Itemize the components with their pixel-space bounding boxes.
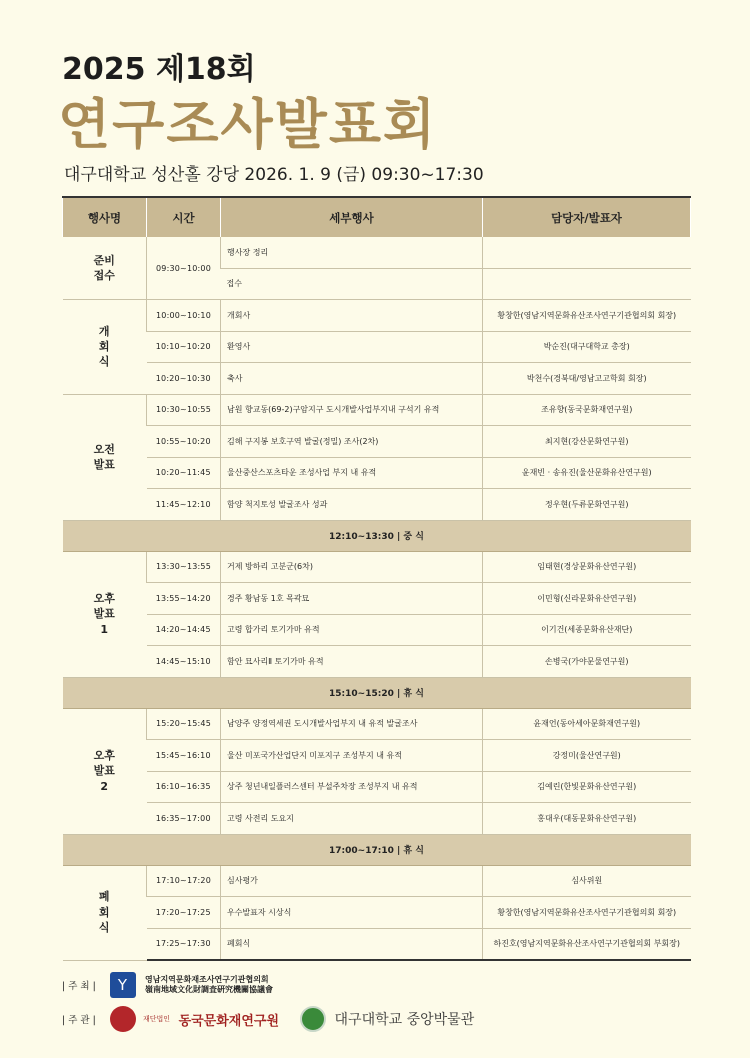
schedule-table: [62, 196, 691, 961]
org2-name: 대구대학교 중앙박물관: [334, 1012, 475, 1028]
event-cell: 울산 미포국가산업단지 미포지구 조성부지 내 유적: [221, 740, 483, 772]
presenter-cell: [483, 268, 691, 300]
main-title: 연구조사발표회: [58, 93, 438, 156]
section-name: 준비 접수: [63, 237, 147, 300]
presenter-cell: 이기건(세종문화유산재단): [483, 614, 691, 646]
column-header: 행사명: [63, 197, 147, 237]
schedule-body: [63, 237, 691, 960]
table-row: [63, 803, 691, 835]
presenter-cell: 하진호(영남지역문화유산조사연구기관협의회 부회장): [483, 928, 691, 960]
daegu-museum-logo-icon: [300, 1006, 326, 1032]
table-row: [63, 300, 691, 332]
table-row: [63, 897, 691, 929]
section-name: 오후 발표 1: [63, 551, 147, 677]
column-header: 담당자/발표자: [483, 197, 691, 237]
table-row: [63, 865, 691, 897]
host-name: [145, 975, 273, 996]
time-cell: 16:10~16:35: [147, 771, 221, 803]
time-cell: 09:30~10:00: [147, 237, 221, 300]
event-cell: 남양주 양정역세권 도시개발사업부지 내 유적 발굴조사: [221, 708, 483, 740]
table-header-row: [63, 197, 691, 237]
event-cell: 고령 사전리 도요지: [221, 803, 483, 835]
time-cell: 13:55~14:20: [147, 583, 221, 615]
table-row: [63, 363, 691, 395]
time-cell: 10:30~10:55: [147, 394, 221, 426]
event-cell: 고령 합가리 토기가마 유적: [221, 614, 483, 646]
presenter-cell: 강정미(울산연구원): [483, 740, 691, 772]
event-subtitle: 대구대학교 성산홀 강당 2026. 1. 9 (금) 09:30~17:30: [64, 165, 484, 185]
table-row: [63, 646, 691, 678]
year-title: 2025 제18회: [62, 52, 256, 87]
host-logo-icon: Y: [110, 972, 136, 998]
time-cell: 14:45~15:10: [147, 646, 221, 678]
break-row: [63, 520, 691, 551]
table-row: [63, 489, 691, 521]
presenter-cell: 정우현(두류문화연구원): [483, 489, 691, 521]
table-row: [63, 551, 691, 583]
time-cell: 16:35~17:00: [147, 803, 221, 835]
table-row: [63, 583, 691, 615]
time-cell: 17:10~17:20: [147, 865, 221, 897]
event-cell: 상주 청년내일플러스센터 부설주차장 조성부지 내 유적: [221, 771, 483, 803]
table-row: [63, 740, 691, 772]
organizer-label: | 주 관 |: [62, 1015, 96, 1026]
presenter-cell: 황창한(영남지역문화유산조사연구기관협의회 회장): [483, 300, 691, 332]
event-cell: 심사평가: [221, 865, 483, 897]
presenter-cell: 손병국(가야문물연구원): [483, 646, 691, 678]
table-row: [63, 614, 691, 646]
event-cell: 행사장 정리: [221, 237, 483, 268]
time-cell: 14:20~14:45: [147, 614, 221, 646]
event-cell: 폐회식: [221, 928, 483, 960]
event-cell: 남원 향교동(69-2)구암지구 도시개발사업부지내 구석기 유적: [221, 394, 483, 426]
presenter-cell: 최지현(강산문화연구원): [483, 426, 691, 458]
table-row: [63, 237, 691, 268]
table-row: [63, 928, 691, 960]
org1-name: 동국문화재연구원: [178, 1013, 280, 1029]
presenter-cell: 윤재빈 · 송유진(울산문화유산연구원): [483, 457, 691, 489]
presenter-cell: 임태현(경상문화유산연구원): [483, 551, 691, 583]
time-cell: 15:20~15:45: [147, 708, 221, 740]
host-name-korean: 영남지역문화재조사연구기관협의회: [145, 974, 269, 984]
section-name: 오전 발표: [63, 394, 147, 520]
section-name: 오후 발표 2: [63, 708, 147, 834]
presenter-cell: [483, 237, 691, 268]
presenter-cell: 박순진(대구대학교 총장): [483, 331, 691, 363]
event-cell: 환영사: [221, 331, 483, 363]
section-name: 개 회 식: [63, 300, 147, 395]
break-label: 12:10~13:30 | 중 식: [63, 520, 691, 551]
host-name-hanja: 嶺南地域文化財調査硏究機關協議會: [145, 985, 273, 994]
event-cell: 김해 구지봉 보호구역 발굴(정밀) 조사(2차): [221, 426, 483, 458]
column-header: 세부행사: [221, 197, 483, 237]
table-row: [63, 457, 691, 489]
break-row: [63, 834, 691, 865]
event-cell: 함안 묘사리Ⅱ 토기가마 유적: [221, 646, 483, 678]
time-cell: 10:10~10:20: [147, 331, 221, 363]
event-cell: 접수: [221, 268, 483, 300]
organizer-row: [62, 1006, 474, 1032]
table-row: [63, 331, 691, 363]
time-cell: 10:20~10:30: [147, 363, 221, 395]
event-cell: 경주 황남동 1호 목곽묘: [221, 583, 483, 615]
event-cell: 울산중산스포츠타운 조성사업 부지 내 유적: [221, 457, 483, 489]
presenter-cell: 윤재언(동아세아문화재연구원): [483, 708, 691, 740]
break-row: [63, 677, 691, 708]
column-header: 시간: [147, 197, 221, 237]
table-row: [63, 394, 691, 426]
time-cell: 15:45~16:10: [147, 740, 221, 772]
table-row: [63, 426, 691, 458]
time-cell: 13:30~13:55: [147, 551, 221, 583]
time-cell: 17:20~17:25: [147, 897, 221, 929]
table-row: [63, 708, 691, 740]
break-label: 17:00~17:10 | 휴 식: [63, 834, 691, 865]
org1-prefix: 재단법인: [143, 1014, 171, 1023]
time-cell: 10:55~10:20: [147, 426, 221, 458]
table-row: [63, 771, 691, 803]
time-cell: 10:00~10:10: [147, 300, 221, 332]
presenter-cell: 김예린(한빛문화유산연구원): [483, 771, 691, 803]
event-cell: 개회사: [221, 300, 483, 332]
section-name: 폐 회 식: [63, 865, 147, 960]
dongguk-logo-icon: [110, 1006, 136, 1032]
time-cell: 17:25~17:30: [147, 928, 221, 960]
presenter-cell: 홍대우(대동문화유산연구원): [483, 803, 691, 835]
presenter-cell: 조유향(동국문화재연구원): [483, 394, 691, 426]
host-row: [62, 972, 273, 998]
host-label: | 주 최 |: [62, 981, 96, 992]
event-cell: 거제 방하리 고분군(6차): [221, 551, 483, 583]
presenter-cell: 심사위원: [483, 865, 691, 897]
time-cell: 10:20~11:45: [147, 457, 221, 489]
presenter-cell: 박천수(경북대/영남고고학회 회장): [483, 363, 691, 395]
time-cell: 11:45~12:10: [147, 489, 221, 521]
break-label: 15:10~15:20 | 휴 식: [63, 677, 691, 708]
presenter-cell: 이민형(신라문화유산연구원): [483, 583, 691, 615]
event-cell: 축사: [221, 363, 483, 395]
presenter-cell: 황창한(영남지역문화유산조사연구기관협의회 회장): [483, 897, 691, 929]
event-cell: 함양 척지토성 발굴조사 성과: [221, 489, 483, 521]
event-cell: 우수발표자 시상식: [221, 897, 483, 929]
